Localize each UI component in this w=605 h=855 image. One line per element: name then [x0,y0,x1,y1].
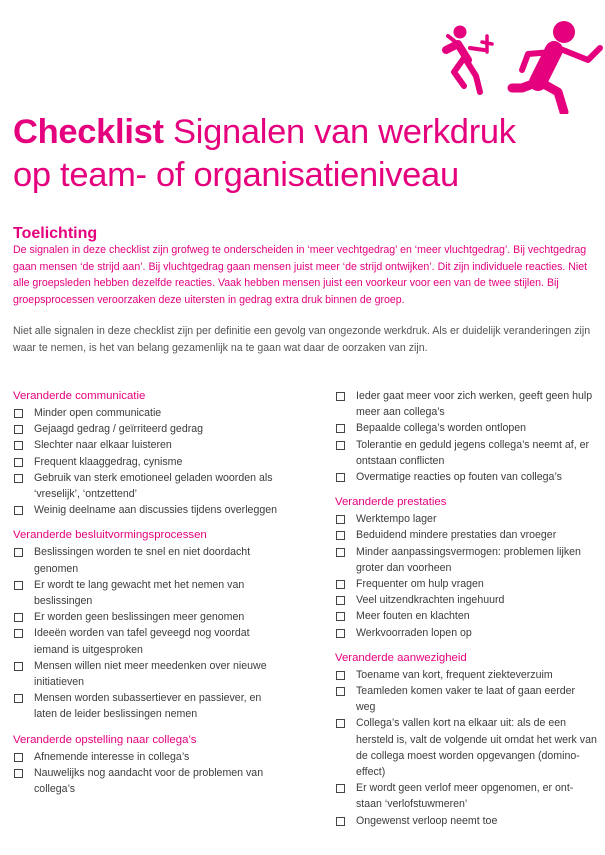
checklist-item-label: Toename van kort, frequent ziekteverzuim [356,668,553,681]
checklist-item-label: Er wordt geen verlof meer opgenomen, er ont-staan ‘verlofstuwmeren’ [356,782,574,811]
checklist-section [13,388,281,518]
checklist-item[interactable] [13,625,281,657]
title-rest: Signalen van werkdruk [163,113,516,151]
running-figures-illustration [418,14,605,114]
checklist-item[interactable] [335,437,597,469]
checklist-item[interactable] [335,527,597,543]
checklist-item-label: Mensen worden subassertiever en passiever, en laten de leider beslissingen nemen [34,692,262,721]
checkbox-icon[interactable] [336,580,345,589]
checklist-item-label: Overmatige reacties op fouten van collega’s [356,471,562,484]
checklist-item-label: Gejaagd gedrag / geïrriteerd gedrag [34,423,204,436]
checklist-item[interactable] [335,592,597,608]
checkbox-icon[interactable] [14,458,23,467]
checkbox-icon[interactable] [336,424,345,433]
checklist-item[interactable] [335,683,597,715]
checklist-left-column [13,388,281,806]
checklist-section [335,494,597,641]
checklist-item-label: Mensen willen niet meer meedenken over nieuwe initiatieven [34,659,267,689]
checklist-item-label: Werkvoorraden lopen op [356,626,472,639]
checkbox-icon[interactable] [336,392,345,401]
checklist-item-label: Frequenter om hulp vragen [356,578,484,591]
checklist-item[interactable] [13,544,281,576]
checkbox-icon[interactable] [336,596,345,605]
checkbox-icon[interactable] [14,769,23,778]
checklist-item[interactable] [335,511,597,527]
page-title [13,111,573,197]
checklist-item[interactable] [335,667,597,683]
title-line2: op team- of organisatieniveau [13,156,459,194]
checkbox-icon[interactable] [14,753,23,762]
checkbox-icon[interactable] [14,662,23,671]
checklist-item-label: Weinig deelname aan discussies tijdens overleggen [34,504,278,517]
checklist-item[interactable] [335,608,597,624]
checklist-item-label: Frequent klaaggedrag, cynisme [34,455,183,468]
checklist-item-label: Minder open communicatie [34,407,162,419]
checkbox-icon[interactable] [336,784,345,793]
checklist-item[interactable] [13,405,281,421]
checkbox-icon[interactable] [14,694,23,703]
checkbox-icon[interactable] [14,548,23,557]
checklist-item[interactable] [13,502,281,518]
checklist-item[interactable] [13,454,281,470]
checklist-item-label: Er worden geen beslissingen meer genomen [34,611,245,624]
checkbox-icon[interactable] [14,613,23,622]
checklist-item[interactable] [13,749,281,765]
checklist-right-column [335,388,597,838]
checkbox-icon[interactable] [336,612,345,621]
intro-pink-paragraph: De signalen in deze checklist zijn grofweg te onderscheiden in ‘meer vechtgedrag’ en ‘meer vluchtgedrag’. Bij vechtgedrag gaan mensen ‘de strijd aan’. Bij vluchtgedrag gaan mensen juist meer ‘de strijd ontwijken’. Dit zijn individuele reacties. Niet alle groepsleden hebben dezelfde reacties. Vaak hebben mensen juist een voorkeur voor een van de twee stijlen. Bij groepsprocessen veroorzaken deze uitersten in gedrag extra druk binnen de groep. [13,244,588,306]
intro-heading: Toelichting [13,225,98,242]
checklist-item-label: Minder aanpassingsvermogen: problemen lijken groter dan voorheen [356,545,581,574]
checklist-item-label: Beduidend mindere prestaties dan vroeger [356,529,557,542]
checkbox-icon[interactable] [336,671,345,680]
checklist-item[interactable] [13,470,281,502]
checkbox-icon[interactable] [336,473,345,482]
intro-grey-paragraph: Niet alle signalen in deze checklist zijn per definitie een gevolg van ongezonde werkdruk. Als er duidelijk veranderingen zijn waar te nemen, is het van belang gezamenlijk na te gaan wat daar de oorzaken van zijn. [13,325,591,354]
checklist-item-label: Veel uitzendkrachten ingehuurd [356,594,505,607]
checklist-item-label: Afnemende interesse in collega’s [34,750,190,763]
section-heading: Veranderde opstelling naar collega’s [13,733,197,746]
checklist-item-label: Meer fouten en klachten [356,610,470,623]
checklist-item[interactable] [13,690,281,722]
checklist-item[interactable] [13,658,281,690]
checklist-item[interactable] [335,813,597,829]
checklist-item[interactable] [335,625,597,641]
checkbox-icon[interactable] [336,719,345,728]
checklist-item[interactable] [13,577,281,609]
checkbox-icon[interactable] [14,581,23,590]
checklist-item-label: Nauwelijks nog aandacht voor de problemen van collega’s [34,766,264,796]
checkbox-icon[interactable] [336,817,345,826]
section-heading: Veranderde besluitvormingsprocessen [13,529,207,542]
checkbox-icon[interactable] [336,687,345,696]
checkbox-icon[interactable] [14,425,23,434]
checkbox-icon[interactable] [336,629,345,638]
checklist-section [13,527,281,722]
checklist-item[interactable] [335,420,597,436]
checklist-item-label: Beslissingen worden te snel en niet doordacht genomen [34,546,251,575]
checklist-section [13,732,281,798]
title-bold: Checklist [13,113,164,151]
checklist-item[interactable] [13,765,281,797]
checklist-item[interactable] [13,421,281,437]
checkbox-icon[interactable] [14,506,23,515]
checkbox-icon[interactable] [336,531,345,540]
checklist-item-label: Werktempo lager [356,513,437,526]
checklist-item[interactable] [335,544,597,576]
checklist-item[interactable] [13,437,281,453]
checklist-item-label: Tolerantie en geduld jegens collega’s neemt af, er ontstaan conflicten [356,438,590,467]
section-heading: Veranderde aanwezigheid [335,651,467,664]
checklist-item[interactable] [13,609,281,625]
checklist-item-label: Bepaalde collega’s worden ontlopen [356,422,527,435]
section-heading: Veranderde communicatie [13,390,146,402]
section-heading: Veranderde prestaties [335,496,447,509]
checklist-item-label: Ideeën worden van tafel geveegd nog voordat iemand is uitgesproken [34,627,250,656]
checkbox-icon[interactable] [14,629,23,638]
checklist-section [335,650,597,829]
checkbox-icon[interactable] [336,515,345,524]
checkbox-icon[interactable] [14,474,23,483]
checklist-item-label: Ongewenst verloop neemt toe [356,814,498,827]
checkbox-icon[interactable] [336,548,345,557]
checklist-section [335,388,597,485]
checklist-item-label: Collega’s vallen kort na elkaar uit: als de een hersteld is, valt de volgende uit omdat het werk van de collega moest worden opgevangen (domino-effect) [356,717,597,779]
checklist-item-label: Slechter naar elkaar luisteren [34,439,172,452]
checklist-item-label: Er wordt te lang gewacht met het nemen van beslissingen [34,578,245,608]
checkbox-icon[interactable] [336,441,345,450]
checklist-item[interactable] [335,780,597,812]
checklist-item[interactable] [335,469,597,485]
checklist-item[interactable] [335,576,597,592]
checkbox-icon[interactable] [14,409,23,418]
checklist-item-label: Teamleden komen vaker te laat of gaan eerder weg [356,685,576,714]
checklist-item-label: Ieder gaat meer voor zich werken, geeft geen hulp meer aan collega’s [356,390,593,419]
checkbox-icon[interactable] [14,441,23,450]
checklist-item[interactable] [335,715,597,780]
checklist-item[interactable] [335,388,597,420]
checklist-item-label: Gebruik van sterk emotioneel geladen woorden als ‘vreselijk’, ‘ontzettend’ [34,471,273,501]
